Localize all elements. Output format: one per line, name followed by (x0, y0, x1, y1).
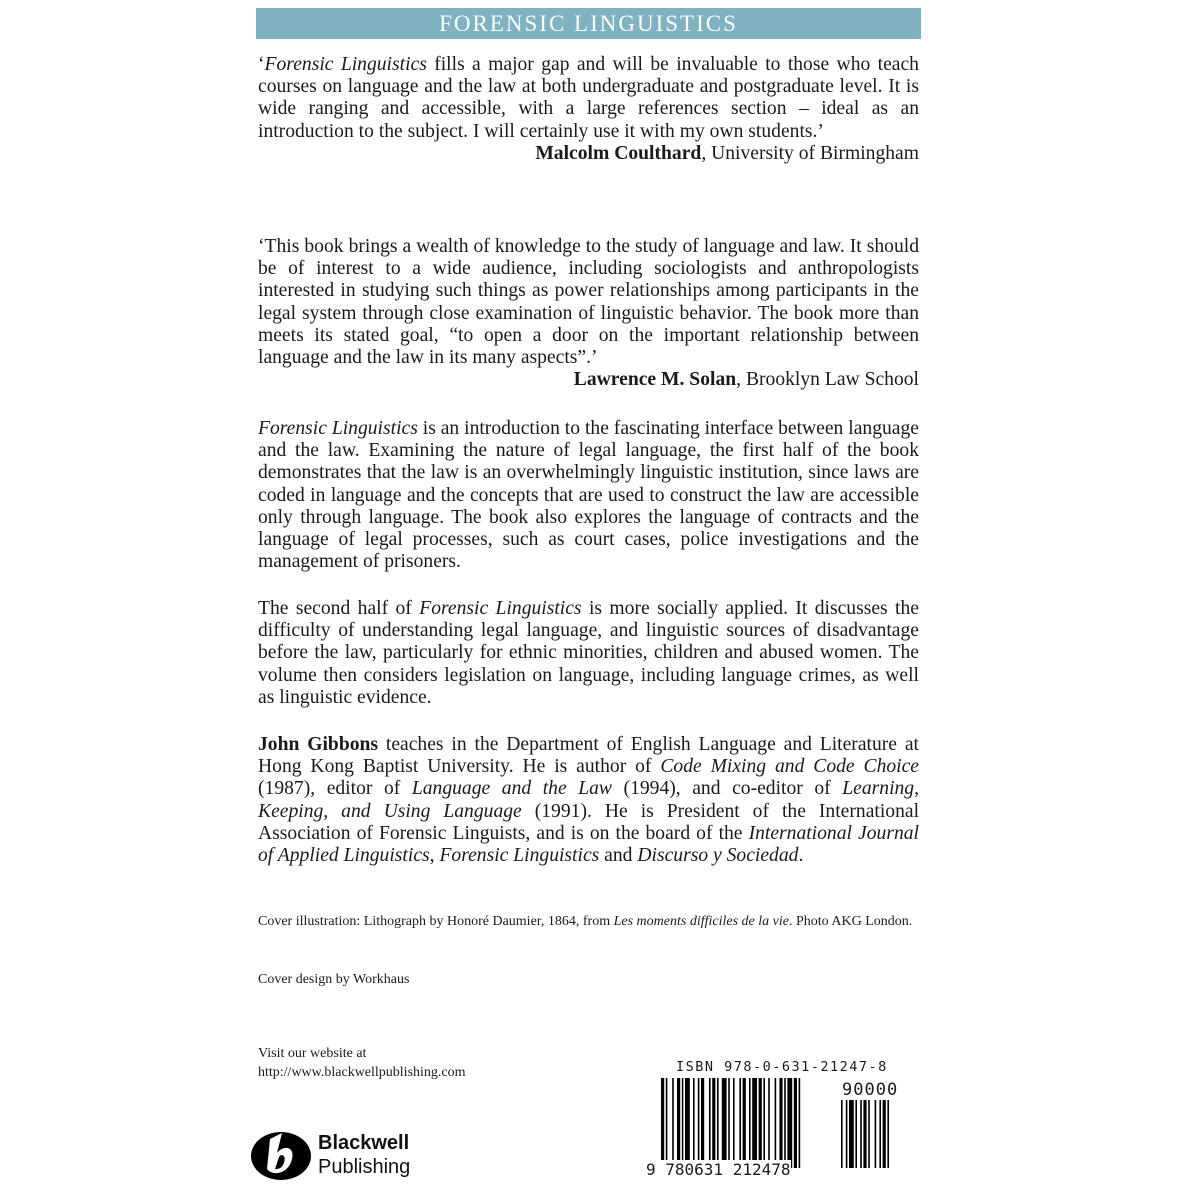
quote-author: Malcolm Coulthard (535, 142, 702, 164)
quote-solan (258, 236, 919, 391)
price-code: 90000 (842, 1080, 899, 1100)
author-bio: John Gibbons teaches in the Department of English Language and Literature at Hong Kong Baptist University. He is author of Code Mixing and Code Choice (1987), editor of Language and the Law (1994), and co-editor of Learning, Keeping, and Using Language (1991). He is President of the International Association of Forensic Linguists, and is on the board of the International Journal of Applied Linguistics, Forensic Linguistics and Discurso y Sociedad. (258, 734, 920, 867)
book-title: Forensic Linguistics (264, 54, 427, 75)
blackwell-logo-icon (250, 1129, 312, 1181)
quote-text: ‘Forensic Linguistics fills a major gap and will be invaluable to those who teach courses on language and the law at both undergraduate and postgraduate level. It is wide ranging and accessible, with a large references section – ideal as an introduction to the subject. I will certainly use it with my own students.’ (258, 54, 919, 142)
quote-author: Lawrence M. Solan (573, 369, 737, 391)
author-name: John Gibbons (258, 734, 379, 755)
quote-attribution: Malcolm Coulthard, University of Birmingham (535, 142, 919, 164)
book-title: Forensic Linguistics (419, 598, 582, 619)
quote-attribution: Lawrence M. Solan, Brooklyn Law School (573, 369, 919, 391)
series-banner: FORENSIC LINGUISTICS (256, 8, 921, 39)
website-url[interactable]: http://www.blackwellpublishing.com (258, 1065, 466, 1080)
cover-illustration-credit: Cover illustration: Lithograph by Honoré Daumier, 1864, from Les moments difficiles de la vie. Photo AKG London. (258, 914, 913, 929)
quote-text: ‘This book brings a wealth of knowledge to the study of language and law. It should be of interest to a wide audience, including sociologists and anthropologists interested in studying such things as power relationships among participants in the legal system through close examination of linguistic behavior. The book more than meets its stated goal, “to open a door on the important relationship between language and the law in its many aspects”.’ (258, 236, 919, 369)
description-first-half: Forensic Linguistics is an introduction to the fascinating interface between language and the law. Examining the nature of legal language, the first half of the book demonstrates that the law is an overwhelmingly linguistic institution, since laws are coded in language and the concepts that are used to construct the law are accessible only through language. The book also explores the language of contracts and the language of legal processes, such as court cases, police investigations and the management of prisoners. (258, 418, 919, 573)
quote-coulthard (258, 54, 919, 165)
cover-design-credit: Cover design by Workhaus (258, 972, 410, 987)
website-label: Visit our website at (258, 1046, 367, 1061)
book-title: Forensic Linguistics (258, 418, 418, 439)
isbn-text: ISBN 978-0-631-21247-8 (676, 1059, 888, 1075)
barcode-number: 9 780631 212478 (646, 1160, 791, 1179)
description-second-half: The second half of Forensic Linguistics is more socially applied. It discusses the difficulty of understanding legal language, and linguistic sources of disadvantage before the law, particularly for ethnic minorities, children and abused women. The volume then considers legislation on language, including language crimes, as well as linguistic evidence. (258, 598, 919, 708)
publisher-name: Blackwell Publishing (318, 1132, 411, 1178)
